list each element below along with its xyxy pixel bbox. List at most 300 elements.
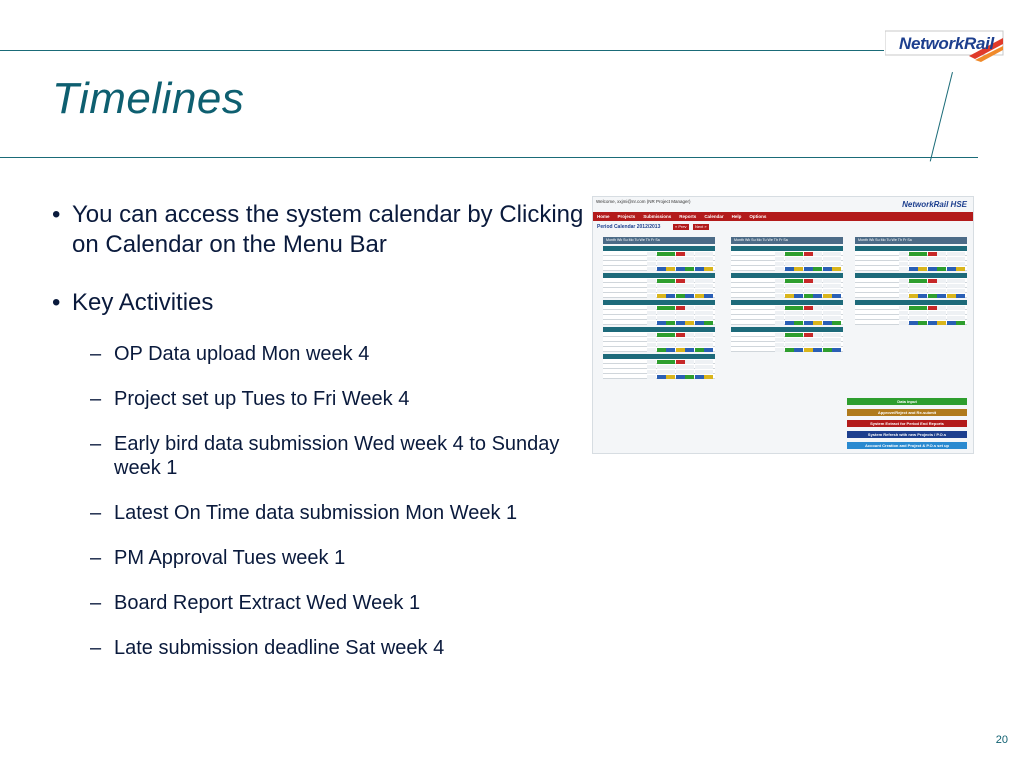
day-cell [937, 284, 946, 288]
day-cell [657, 311, 666, 315]
day-cell [647, 370, 656, 374]
week-cell [765, 347, 775, 351]
day-cell [956, 257, 965, 261]
bullet-text: You can access the system calendar by Clicking on Calendar on the Menu Bar [72, 201, 584, 258]
day-cell [794, 306, 803, 310]
day-cell [775, 289, 784, 293]
month-cell [603, 359, 637, 363]
activity-item [52, 546, 592, 570]
week-cell [637, 305, 647, 309]
day-cell [918, 267, 927, 271]
week-cell [637, 283, 647, 287]
week-cell [637, 293, 647, 297]
week-cell [889, 310, 899, 314]
week-cell [637, 364, 647, 368]
day-cell [676, 348, 685, 352]
day-cell [657, 306, 666, 310]
month-cell [603, 266, 637, 270]
slide-title: Timelines [52, 74, 245, 123]
day-cell [785, 316, 794, 320]
day-cell [657, 343, 666, 347]
day-cell [676, 284, 685, 288]
day-cell [657, 289, 666, 293]
week-cell [637, 310, 647, 314]
day-cell [676, 257, 685, 261]
week-cell [765, 278, 775, 282]
day-cell [832, 262, 841, 266]
day-cell [657, 370, 666, 374]
day-cell [685, 267, 694, 271]
dash-icon: – [90, 343, 102, 365]
week-cell [765, 305, 775, 309]
day-cell [909, 257, 918, 261]
month-cell [603, 278, 637, 282]
day-cell [704, 338, 713, 342]
day-cell [666, 306, 675, 310]
calendar-column [855, 237, 967, 325]
day-cell [647, 338, 656, 342]
day-cell [918, 289, 927, 293]
day-cell [695, 316, 704, 320]
menu-projects[interactable]: Projects [617, 214, 636, 219]
day-cell [785, 343, 794, 347]
day-cell [804, 257, 813, 261]
day-cell [804, 333, 813, 337]
month-cell [731, 293, 765, 297]
day-cell [775, 348, 784, 352]
prev-button[interactable]: « Prev [675, 224, 687, 229]
day-cell [666, 252, 675, 256]
day-cell [785, 294, 794, 298]
week-cell [765, 342, 775, 346]
day-cell [657, 267, 666, 271]
day-cell [685, 316, 694, 320]
month-cell [855, 293, 889, 297]
day-cell [647, 252, 656, 256]
day-cell [704, 321, 713, 325]
day-cell [947, 252, 956, 256]
day-cell [918, 294, 927, 298]
day-cell [785, 284, 794, 288]
network-rail-logo [885, 30, 1005, 82]
day-cell [695, 294, 704, 298]
day-cell [676, 279, 685, 283]
day-cell [785, 311, 794, 315]
activity-text: OP Data upload Mon week 4 [114, 343, 370, 365]
day-cell [909, 252, 918, 256]
month-cell [855, 288, 889, 292]
legend-item: System Refresh with new Projects / P.O.s [847, 431, 967, 438]
week-cell [637, 332, 647, 336]
day-cell [937, 279, 946, 283]
day-cell [823, 279, 832, 283]
day-cell [928, 306, 937, 310]
day-cell [937, 267, 946, 271]
day-cell [647, 348, 656, 352]
menu-home[interactable]: Home [597, 214, 610, 219]
month-cell [731, 261, 765, 265]
day-cell [947, 284, 956, 288]
day-cell [832, 311, 841, 315]
day-cell [685, 348, 694, 352]
day-cell [704, 289, 713, 293]
day-cell [804, 279, 813, 283]
legend-item: Data input [847, 398, 967, 405]
day-cell [794, 284, 803, 288]
day-cell [956, 316, 965, 320]
day-cell [804, 316, 813, 320]
day-cell [666, 257, 675, 261]
day-cell [785, 321, 794, 325]
day-cell [685, 338, 694, 342]
day-cell [832, 294, 841, 298]
day-cell [947, 262, 956, 266]
calendar-header: Month Wk Su Mo Tu We Th Fr Sa [731, 237, 843, 244]
day-cell [657, 257, 666, 261]
day-cell [956, 252, 965, 256]
day-cell [937, 311, 946, 315]
header-diagonal-rule [930, 72, 953, 162]
calendar-period [731, 327, 843, 352]
month-cell [603, 374, 637, 378]
calendar-column [731, 237, 843, 352]
dash-icon: – [90, 502, 102, 524]
day-cell [647, 289, 656, 293]
day-cell [937, 289, 946, 293]
day-cell [666, 333, 675, 337]
day-cell [695, 289, 704, 293]
day-cell [813, 316, 822, 320]
day-cell [813, 338, 822, 342]
day-cell [918, 284, 927, 288]
day-cell [666, 316, 675, 320]
day-cell [704, 252, 713, 256]
day-cell [775, 257, 784, 261]
day-cell [676, 289, 685, 293]
calendar-week-row [603, 374, 715, 379]
day-cell [676, 321, 685, 325]
day-cell [666, 365, 675, 369]
calendar-week-row [731, 293, 843, 298]
day-cell [657, 262, 666, 266]
activity-text: Early bird data submission Wed week 4 to Sunday week 1 [114, 433, 560, 479]
day-cell [704, 267, 713, 271]
week-cell [765, 315, 775, 319]
day-cell [685, 284, 694, 288]
day-cell [832, 257, 841, 261]
day-cell [794, 262, 803, 266]
day-cell [804, 306, 813, 310]
day-cell [928, 294, 937, 298]
day-cell [775, 267, 784, 271]
day-cell [685, 311, 694, 315]
day-cell [823, 311, 832, 315]
week-cell [637, 337, 647, 341]
week-cell [765, 251, 775, 255]
week-cell [889, 266, 899, 270]
day-cell [813, 257, 822, 261]
day-cell [813, 252, 822, 256]
day-cell [918, 257, 927, 261]
day-cell [956, 294, 965, 298]
day-cell [947, 289, 956, 293]
day-cell [823, 338, 832, 342]
day-cell [937, 262, 946, 266]
day-cell [909, 289, 918, 293]
calendar-period [731, 246, 843, 271]
month-cell [603, 347, 637, 351]
day-cell [947, 321, 956, 325]
day-cell [956, 289, 965, 293]
day-cell [647, 257, 656, 261]
day-cell [704, 316, 713, 320]
page-number: 20 [995, 734, 1008, 746]
day-cell [899, 267, 908, 271]
month-cell [731, 315, 765, 319]
legend-item: Approve/Reject and Re-submit [847, 409, 967, 416]
day-cell [899, 321, 908, 325]
day-cell [695, 365, 704, 369]
day-cell [956, 306, 965, 310]
day-cell [647, 375, 656, 379]
day-cell [785, 306, 794, 310]
day-cell [804, 284, 813, 288]
day-cell [695, 257, 704, 261]
day-cell [823, 306, 832, 310]
week-cell [889, 320, 899, 324]
day-cell [804, 343, 813, 347]
day-cell [685, 279, 694, 283]
week-cell [765, 332, 775, 336]
menu-calendar[interactable]: Calendar [704, 214, 724, 219]
day-cell [666, 343, 675, 347]
week-cell [637, 288, 647, 292]
week-cell [637, 369, 647, 373]
day-cell [794, 294, 803, 298]
month-cell [731, 256, 765, 260]
day-cell [704, 306, 713, 310]
day-cell [918, 311, 927, 315]
day-cell [832, 267, 841, 271]
day-cell [657, 294, 666, 298]
week-cell [889, 305, 899, 309]
calendar-week-row [603, 320, 715, 325]
day-cell [794, 316, 803, 320]
month-cell [855, 278, 889, 282]
day-cell [832, 348, 841, 352]
day-cell [794, 311, 803, 315]
day-cell [909, 267, 918, 271]
month-cell [731, 305, 765, 309]
week-cell [889, 315, 899, 319]
week-cell [637, 251, 647, 255]
day-cell [666, 375, 675, 379]
week-cell [637, 347, 647, 351]
calendar-period [603, 273, 715, 298]
day-cell [647, 267, 656, 271]
week-cell [765, 337, 775, 341]
calendar-week-row [603, 266, 715, 271]
day-cell [704, 370, 713, 374]
day-cell [794, 289, 803, 293]
day-cell [657, 338, 666, 342]
day-cell [918, 252, 927, 256]
week-cell [637, 256, 647, 260]
day-cell [947, 267, 956, 271]
day-cell [947, 306, 956, 310]
activity-text: Late submission deadline Sat week 4 [114, 637, 445, 659]
calendar-week-row [603, 293, 715, 298]
calendar-header: Month Wk Su Mo Tu We Th Fr Sa [603, 237, 715, 244]
day-cell [685, 360, 694, 364]
day-cell [775, 279, 784, 283]
menu-submissions[interactable]: Submissions [643, 214, 672, 219]
day-cell [928, 289, 937, 293]
week-cell [765, 320, 775, 324]
month-cell [603, 256, 637, 260]
day-cell [647, 306, 656, 310]
activity-item [52, 342, 592, 366]
day-cell [785, 262, 794, 266]
day-cell [832, 316, 841, 320]
day-cell [909, 316, 918, 320]
day-cell [899, 294, 908, 298]
day-cell [804, 267, 813, 271]
day-cell [685, 365, 694, 369]
activity-item [52, 591, 592, 615]
day-cell [794, 348, 803, 352]
menu-bar [593, 212, 973, 221]
calendar-period [603, 246, 715, 271]
hse-logo: NetworkRail HSE [902, 200, 967, 209]
day-cell [832, 279, 841, 283]
day-cell [647, 284, 656, 288]
day-cell [666, 311, 675, 315]
day-cell [794, 321, 803, 325]
week-cell [889, 288, 899, 292]
day-cell [676, 343, 685, 347]
day-cell [647, 321, 656, 325]
month-cell [855, 261, 889, 265]
day-cell [785, 338, 794, 342]
day-cell [956, 321, 965, 325]
day-cell [676, 267, 685, 271]
next-button[interactable]: Next » [695, 224, 707, 229]
menu-reports[interactable]: Reports [679, 214, 697, 219]
day-cell [823, 316, 832, 320]
day-cell [928, 252, 937, 256]
menu-options[interactable]: Options [749, 214, 767, 219]
day-cell [704, 294, 713, 298]
day-cell [956, 279, 965, 283]
calendar-screenshot [592, 196, 974, 454]
calendar-period [855, 246, 967, 271]
bullet-dot-icon: • [52, 289, 61, 316]
day-cell [794, 333, 803, 337]
calendar-header: Month Wk Su Mo Tu We Th Fr Sa [855, 237, 967, 244]
month-cell [731, 337, 765, 341]
day-cell [657, 316, 666, 320]
day-cell [899, 262, 908, 266]
day-cell [775, 294, 784, 298]
day-cell [813, 321, 822, 325]
day-cell [832, 338, 841, 342]
day-cell [695, 348, 704, 352]
day-cell [676, 338, 685, 342]
dash-icon: – [90, 388, 102, 410]
dash-icon: – [90, 637, 102, 659]
day-cell [666, 279, 675, 283]
day-cell [937, 252, 946, 256]
month-cell [731, 342, 765, 346]
week-cell [889, 251, 899, 255]
week-cell [765, 310, 775, 314]
day-cell [704, 257, 713, 261]
week-cell [889, 293, 899, 297]
day-cell [813, 294, 822, 298]
day-cell [899, 289, 908, 293]
week-cell [637, 266, 647, 270]
day-cell [695, 333, 704, 337]
day-cell [909, 311, 918, 315]
day-cell [647, 294, 656, 298]
day-cell [657, 360, 666, 364]
day-cell [928, 321, 937, 325]
day-cell [647, 333, 656, 337]
day-cell [794, 279, 803, 283]
day-cell [928, 316, 937, 320]
month-cell [855, 256, 889, 260]
day-cell [695, 338, 704, 342]
day-cell [832, 289, 841, 293]
day-cell [704, 333, 713, 337]
day-cell [647, 365, 656, 369]
day-cell [823, 252, 832, 256]
bullet-text: Key Activities [72, 289, 214, 316]
day-cell [647, 360, 656, 364]
day-cell [666, 360, 675, 364]
menu-help[interactable]: Help [731, 214, 742, 219]
dash-icon: – [90, 433, 102, 455]
day-cell [823, 348, 832, 352]
day-cell [823, 262, 832, 266]
day-cell [676, 262, 685, 266]
day-cell [785, 252, 794, 256]
day-cell [785, 333, 794, 337]
day-cell [813, 279, 822, 283]
day-cell [775, 284, 784, 288]
day-cell [704, 365, 713, 369]
day-cell [695, 375, 704, 379]
day-cell [695, 262, 704, 266]
day-cell [695, 311, 704, 315]
calendar-period [603, 354, 715, 379]
day-cell [823, 333, 832, 337]
day-cell [666, 338, 675, 342]
calendar-period [603, 327, 715, 352]
day-cell [832, 284, 841, 288]
calendar-week-row [731, 266, 843, 271]
day-cell [823, 343, 832, 347]
day-cell [695, 279, 704, 283]
month-cell [603, 337, 637, 341]
day-cell [823, 294, 832, 298]
day-cell [813, 333, 822, 337]
day-cell [775, 321, 784, 325]
day-cell [685, 343, 694, 347]
day-cell [775, 306, 784, 310]
day-cell [676, 365, 685, 369]
